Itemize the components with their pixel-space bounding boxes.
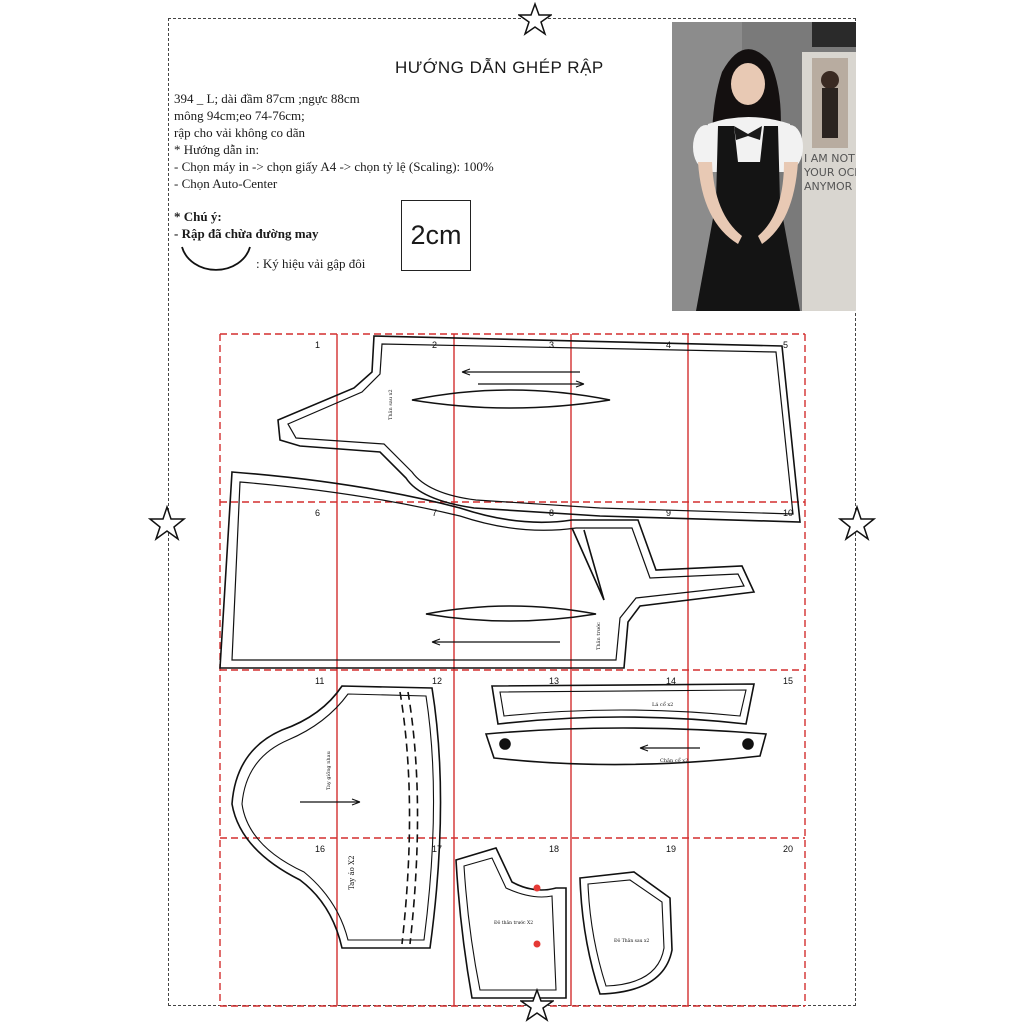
- page-number: 11: [315, 676, 325, 686]
- front-side-dart: [572, 528, 604, 600]
- sleeve-grain-label: Tay giống nhau: [326, 751, 332, 790]
- back-yoke-piece: [580, 872, 672, 994]
- info-line: 394 _ L; dài đầm 87cm ;ngực 88cm: [174, 91, 360, 106]
- page-grid: [220, 334, 805, 1006]
- sleeve-label: Tay áo X2: [348, 855, 356, 890]
- page-number: 14: [666, 676, 677, 686]
- page-number: 18: [549, 844, 560, 854]
- front-body-label: Thân trước: [596, 622, 602, 650]
- registration-star-icon: [518, 2, 552, 36]
- back-yoke-label: Đô Thân sau x2: [614, 939, 650, 944]
- collar-stand-piece: [486, 728, 766, 765]
- page-number: 16: [315, 844, 326, 854]
- sleeve-piece: [232, 686, 441, 948]
- page-number: 5: [783, 340, 789, 350]
- back-body-piece: [278, 336, 800, 522]
- back-body-label: Thân sau x2: [388, 389, 394, 420]
- page-number: 8: [549, 508, 555, 518]
- info-line: mông 94cm;eo 74-76cm;: [174, 108, 305, 123]
- registration-star-icon: [148, 505, 186, 541]
- page-number: 12: [432, 676, 443, 686]
- notch-mark: [534, 885, 541, 892]
- page-number: 4: [666, 340, 672, 350]
- note-title: * Chú ý:: [174, 209, 222, 224]
- note-line: - Rập đã chừa đường may: [174, 226, 319, 241]
- info-line: rập cho vải không co dãn: [174, 125, 306, 140]
- page-number: 1: [315, 340, 321, 350]
- registration-star-icon: [520, 988, 554, 1022]
- poster-text: I AM NOT: [804, 152, 855, 165]
- collar-stand-label: Chân cổ x2: [660, 758, 689, 764]
- page-number: 15: [783, 676, 794, 686]
- page-number: 17: [432, 844, 443, 854]
- collar-button-mark: [500, 739, 510, 749]
- collar-label: Lá cổ x2: [652, 702, 674, 708]
- fold-symbol-label: : Ký hiệu vải gập đôi: [256, 256, 366, 271]
- info-line: * Hướng dẫn in:: [174, 142, 260, 157]
- page-number: 13: [549, 676, 560, 686]
- collar-seam: [500, 690, 746, 716]
- grain-arrows: [300, 369, 700, 805]
- poster-text: ANYMOR: [804, 180, 853, 193]
- info-line: - Chọn Auto-Center: [174, 176, 278, 191]
- scale-check-box: 2cm: [401, 200, 471, 271]
- front-yoke-label: Đô thân trước X2: [494, 921, 534, 926]
- page-title: HƯỚNG DẪN GHÉP RẬP: [395, 58, 604, 77]
- page-number: 10: [783, 508, 794, 518]
- page-number: 19: [666, 844, 677, 854]
- page-number: 6: [315, 508, 321, 518]
- back-yoke-seam: [588, 880, 664, 986]
- page-number: 20: [783, 844, 794, 854]
- back-dart: [412, 390, 610, 408]
- collar-button-mark: [743, 739, 753, 749]
- pattern-pieces: [220, 336, 800, 998]
- page-number: 7: [432, 508, 438, 518]
- notch-mark: [534, 941, 541, 948]
- sleeve-fold-line: [408, 692, 418, 944]
- page-number: 9: [666, 508, 672, 518]
- page-number: 3: [549, 340, 555, 350]
- sleeve-fold-line: [400, 692, 410, 944]
- registration-star-icon: [838, 505, 876, 541]
- info-line: - Chọn máy in -> chọn giấy A4 -> chọn tỷ lệ (Scaling): 100%: [174, 159, 494, 174]
- page-number: 2: [432, 340, 438, 350]
- poster-text: YOUR OCE: [804, 166, 856, 179]
